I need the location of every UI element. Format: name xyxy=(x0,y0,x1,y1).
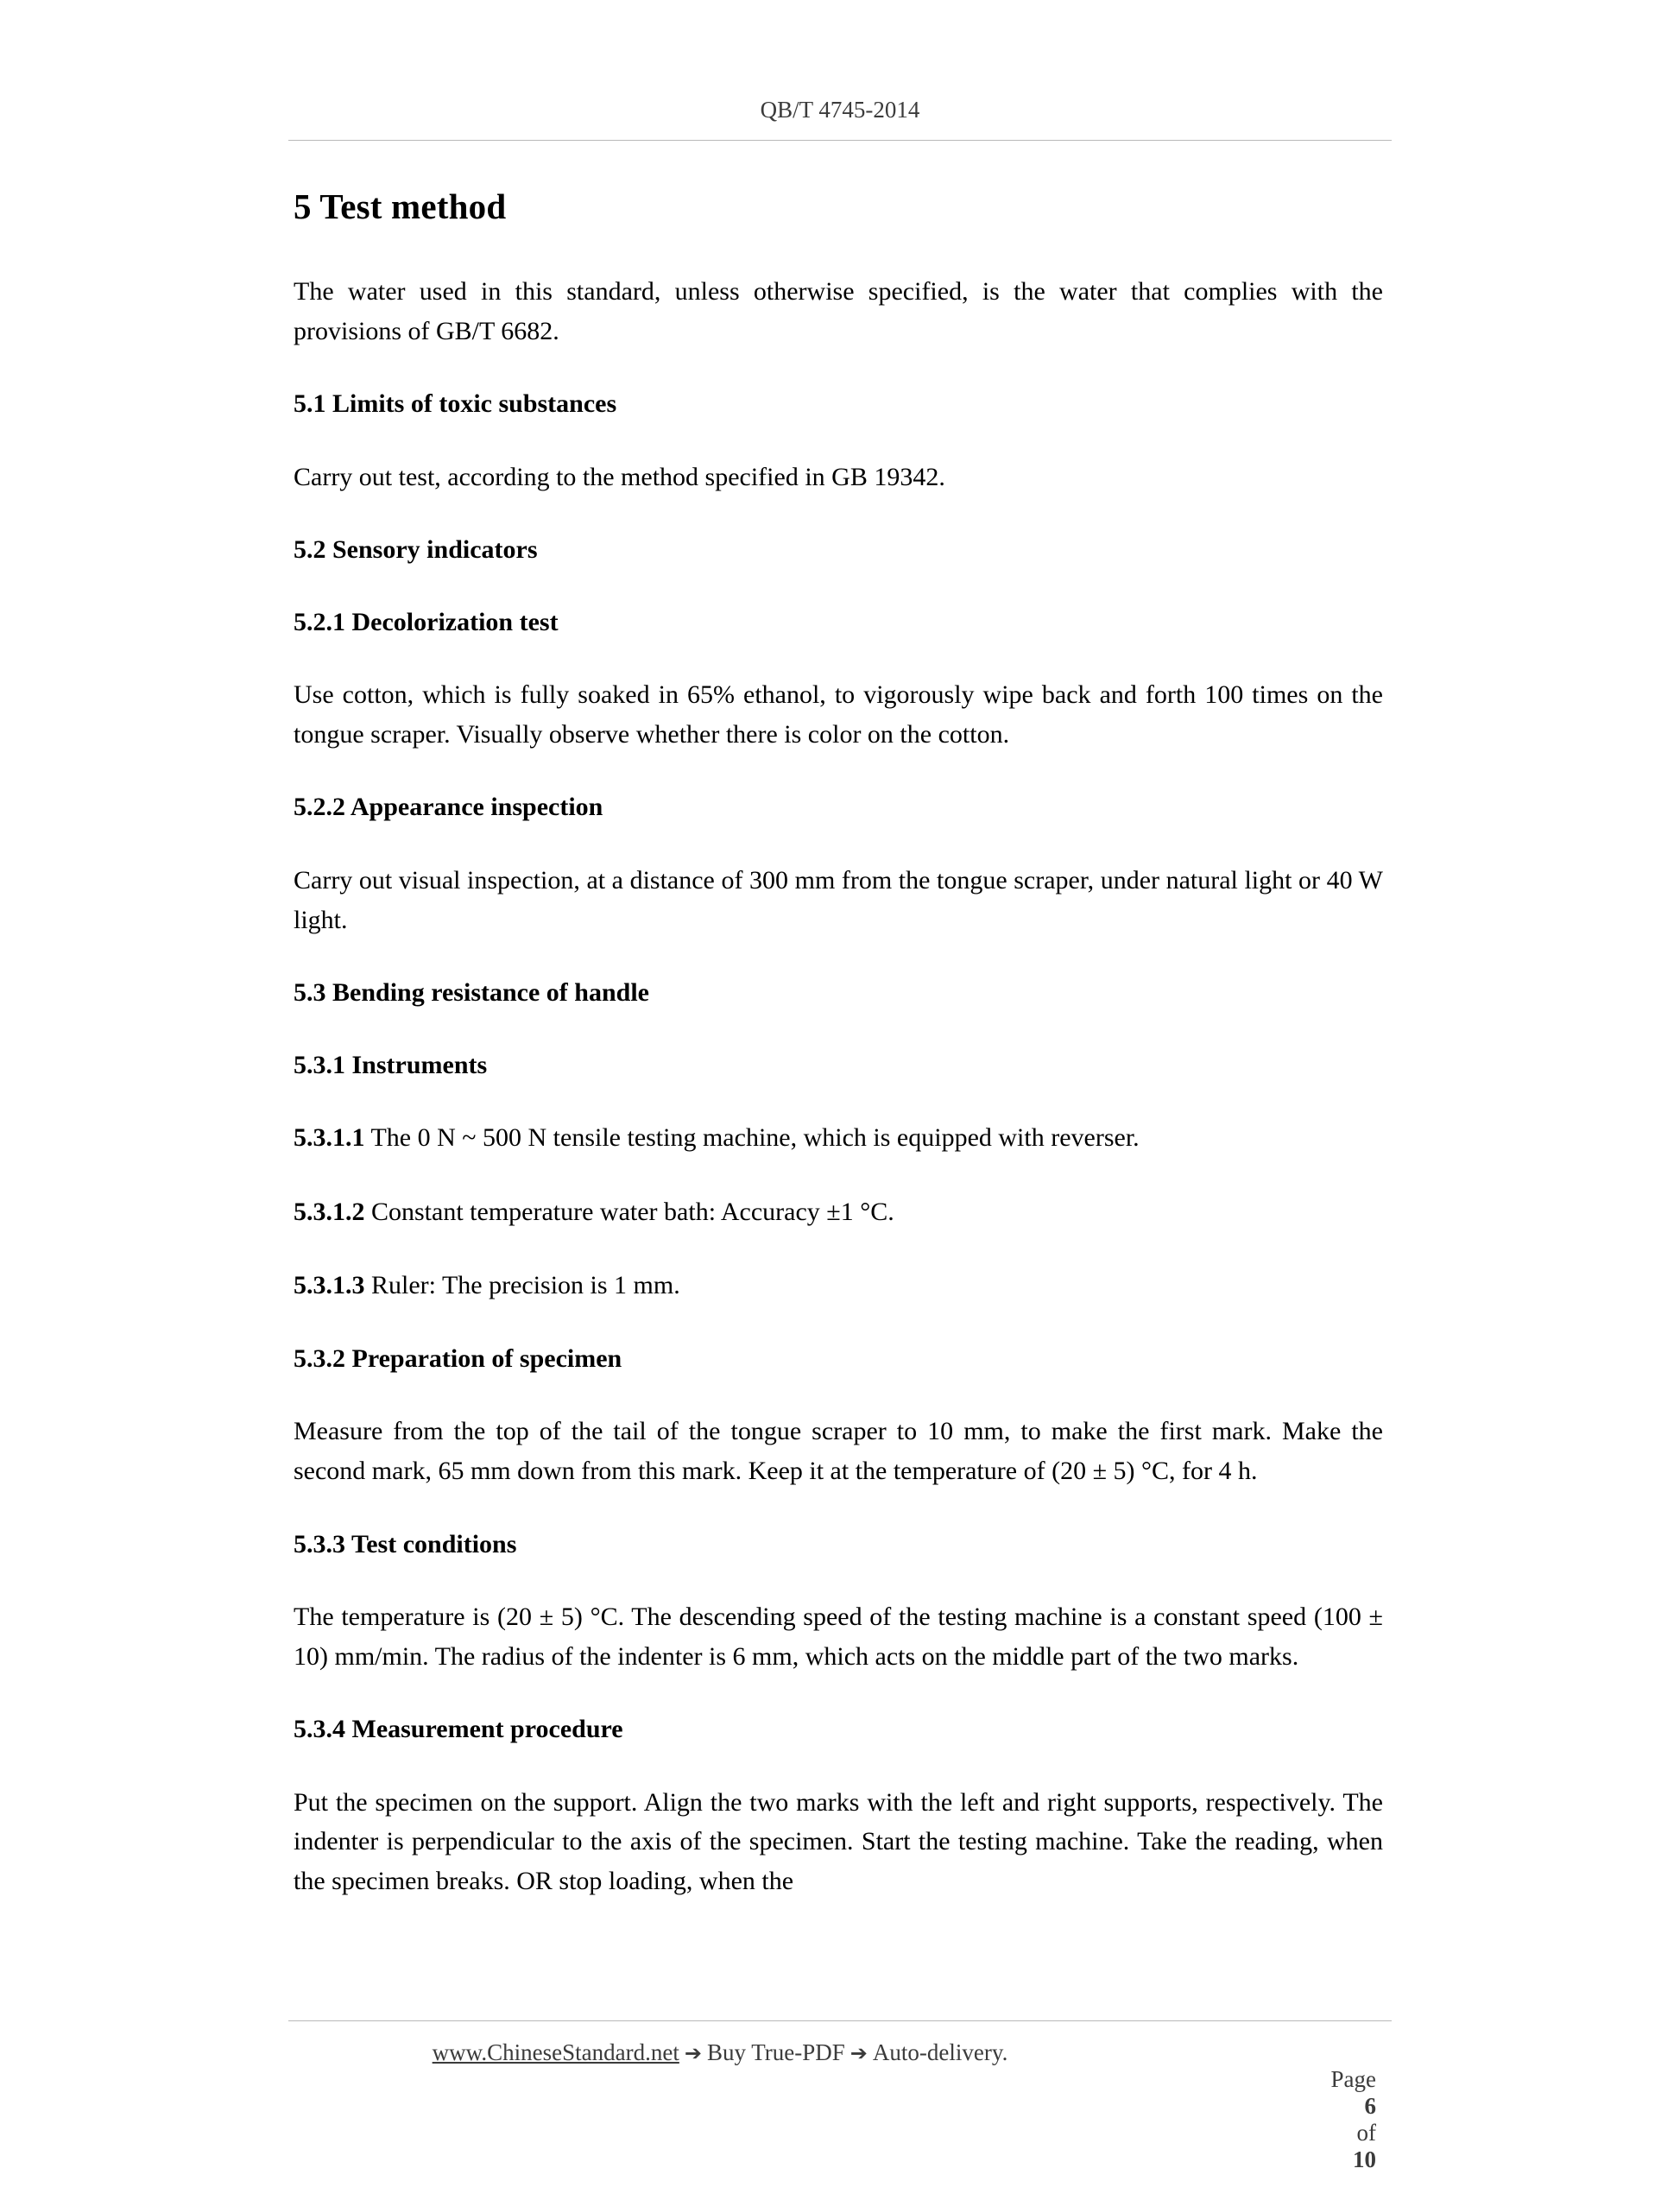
paragraph-5-3-1-3 xyxy=(294,1266,1383,1305)
clause-text-5-3-1-3: Ruler: The precision is 1 mm. xyxy=(371,1271,680,1300)
heading-5-1: 5.1 Limits of toxic substances xyxy=(294,389,617,419)
footer-buy-label[interactable]: Buy True-PDF xyxy=(706,2039,845,2065)
footer-divider xyxy=(288,2020,1392,2021)
clause-text-5-3-1-1: The 0 N ~ 500 N tensile testing machine, which is equipped with reverser. xyxy=(370,1123,1140,1153)
paragraph-5-3-2: Measure from the top of the tail of the tongue scraper to 10 mm, to make the first mark. Make the second mark, 65 mm down from this mark. Keep it at the temperature of (20 ± 5) °C, for 4 h. xyxy=(294,1417,1383,1486)
page-footer xyxy=(288,2039,1392,2200)
page-header xyxy=(288,97,1392,123)
footer-promo xyxy=(288,2039,1117,2066)
heading-5-2-1: 5.2.1 Decolorization test xyxy=(294,607,559,636)
paragraph-5-3-4: Put the specimen on the support. Align the two marks with the left and right supports, respectively. The indenter is perpendicular to the axis of the specimen. Start the testing machine. Take the reading, when the specimen breaks. OR stop loading, when the xyxy=(294,1787,1383,1895)
page-title: 5 Test method xyxy=(294,186,507,226)
document-body xyxy=(294,186,1383,1936)
heading-5-3-4: 5.3.4 Measurement procedure xyxy=(294,1715,623,1744)
standard-code: QB/T 4745-2014 xyxy=(760,97,920,123)
paragraph-5-3-1-2 xyxy=(294,1192,1383,1232)
page-label: Page xyxy=(1330,2066,1376,2092)
header-divider xyxy=(288,140,1392,141)
paragraph-intro: The water used in this standard, unless otherwise specified, is the water that complies with the provisions of GB/T 6682. xyxy=(294,277,1383,345)
footer-delivery-label: Auto-delivery. xyxy=(872,2039,1008,2065)
page-number-indicator xyxy=(1117,2039,1392,2200)
footer-site-link[interactable]: www.ChineseStandard.net xyxy=(432,2039,679,2065)
page-total: 10 xyxy=(1353,2146,1376,2172)
of-label: of xyxy=(1356,2120,1376,2146)
heading-5-3: 5.3 Bending resistance of handle xyxy=(294,978,649,1008)
arrow-right-icon: ➔ xyxy=(684,2041,702,2065)
clause-number-5-3-1-2: 5.3.1.2 xyxy=(294,1197,365,1226)
heading-5-2: 5.2 Sensory indicators xyxy=(294,535,538,565)
heading-5-3-3: 5.3.3 Test conditions xyxy=(294,1529,517,1558)
paragraph-5-3-1-1 xyxy=(294,1118,1383,1158)
page-number: 6 xyxy=(1364,2093,1376,2119)
paragraph-5-1: Carry out test, according to the method specified in GB 19342. xyxy=(294,462,945,491)
heading-5-3-1: 5.3.1 Instruments xyxy=(294,1050,488,1079)
paragraph-5-3-3: The temperature is (20 ± 5) °C. The descending speed of the testing machine is a constant speed (100 ± 10) mm/min. The radius of the indenter is 6 mm, which acts on the middle part of the two marks. xyxy=(294,1603,1383,1671)
paragraph-5-2-1: Use cotton, which is fully soaked in 65% ethanol, to vigorously wipe back and forth 100 times on the tongue scraper. Visually observe whether there is color on the cotton. xyxy=(294,680,1383,749)
arrow-right-icon-2: ➔ xyxy=(849,2041,868,2065)
paragraph-5-2-2: Carry out visual inspection, at a distance of 300 mm from the tongue scraper, under natural light or 40 W light. xyxy=(294,865,1383,934)
clause-text-5-3-1-2: Constant temperature water bath: Accuracy ±1 °C. xyxy=(371,1197,894,1226)
heading-5-3-2: 5.3.2 Preparation of specimen xyxy=(294,1343,622,1373)
heading-5-2-2: 5.2.2 Appearance inspection xyxy=(294,793,603,822)
clause-number-5-3-1-3: 5.3.1.3 xyxy=(294,1271,365,1300)
clause-number-5-3-1-1: 5.3.1.1 xyxy=(294,1123,365,1153)
